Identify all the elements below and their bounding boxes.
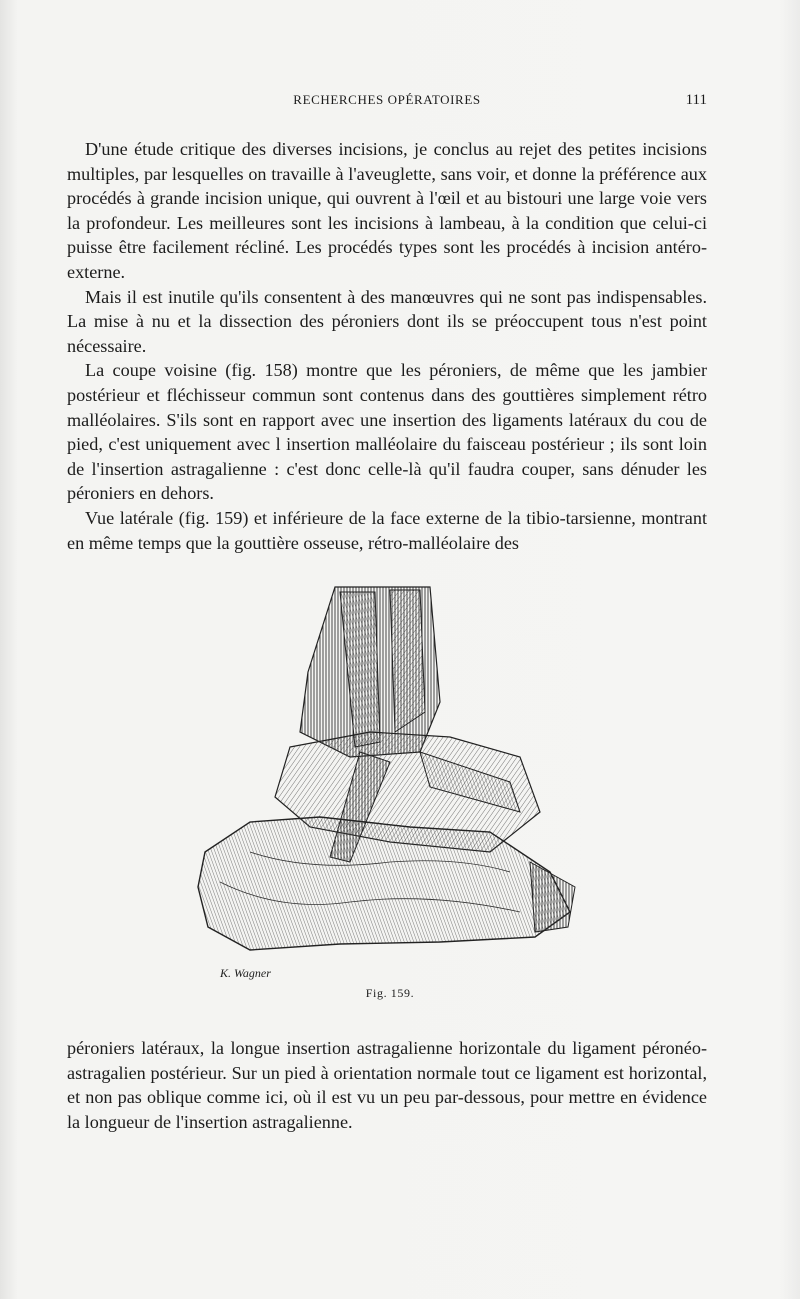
- ankle-illustration: [190, 582, 590, 982]
- calcaneus-shape: [198, 817, 570, 950]
- running-title: RECHERCHES OPÉRATOIRES: [293, 92, 481, 107]
- figure-caption: Fig. 159.: [365, 986, 415, 1000]
- running-head: [67, 92, 707, 114]
- page-number: 111: [685, 92, 707, 108]
- anatomical-figure: [190, 582, 590, 1002]
- artist-signature: K. Wagner: [220, 966, 271, 980]
- paragraph: D'une étude critique des diverses incisions, je conclus au rejet des petites incisions multiples, par lesquelles on travaille à l'aveuglette, sans voir, et donne la préférence aux procédés à grande incision unique, qui ouvrent à l'œil et au bistouri une large voie vers la profondeur. Les meilleures sont les incisions à lambeau, à la condition que celui-ci puisse être facilement récliné. Les procédés types sont les procédés à incision antéro-externe.: [67, 139, 707, 282]
- cuboid-shape: [530, 862, 575, 932]
- paragraph: péroniers latéraux, la longue insertion astragalienne horizontale du ligament péronéo-astragalien postérieur. Sur un pied à orientation normale tout ce ligament est horizontal, et non pas oblique comme ici, où il est vu un peu par-dessous, pour mettre en évidence la longueur de l'insertion astragalienne.: [67, 1038, 707, 1132]
- paragraph: Vue latérale (fig. 159) et inférieure de la face externe de la tibio-tarsienne, montrant en même temps que la gouttière osseuse, rétro-malléolaire des: [67, 507, 707, 553]
- paragraph: Mais il est inutile qu'ils consentent à des manœuvres qui ne sont pas indispensables. La mise à nu et la dissection des péroniers dont ils se préoccupent tous n'est point nécessaire.: [67, 286, 707, 356]
- tendon-shape: [390, 590, 425, 732]
- body-text-top: [67, 137, 707, 555]
- body-text-bottom: [67, 1036, 707, 1134]
- paragraph: La coupe voisine (fig. 158) montre que les péroniers, de même que les jambier postérieur et fléchisseur commun sont contenus dans des gouttières simplement rétro malléolaires. S'ils sont en rapport avec une insertion des ligaments latéraux du cou de pied, c'est uniquement avec l insertion malléolaire du faisceau postérieur ; ils sont loin de l'insertion astragalienne : c'est donc celle-là qu'il faudra couper, sans dénuder les péroniers en dehors.: [67, 360, 707, 504]
